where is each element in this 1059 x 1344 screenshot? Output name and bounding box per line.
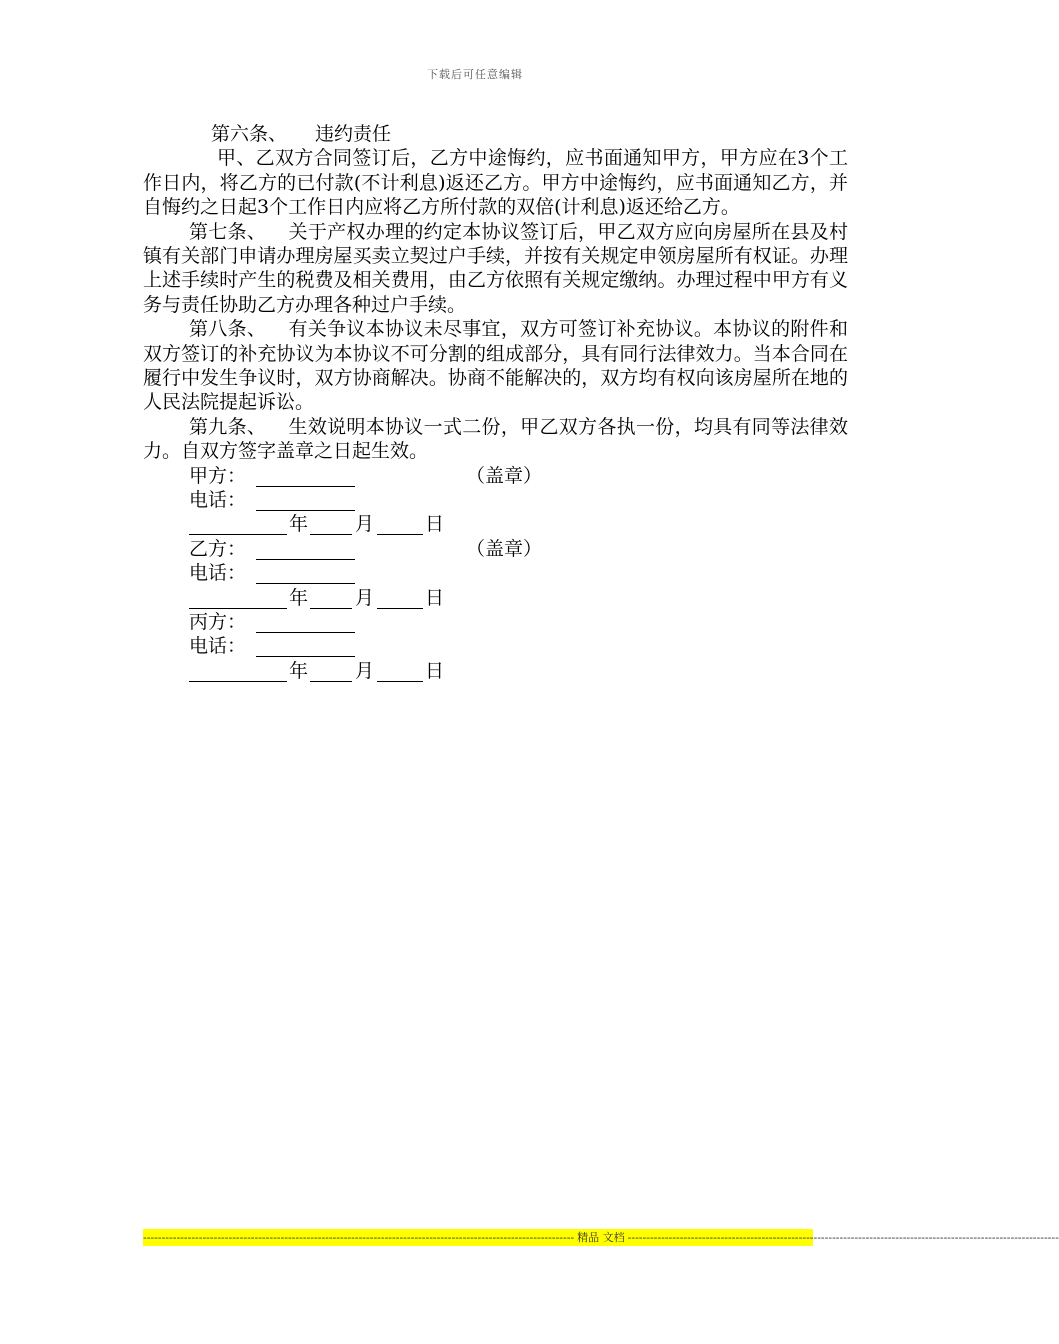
party-c-row	[143, 610, 848, 634]
article-6-title	[143, 122, 848, 146]
party-b-year-blank[interactable]	[189, 589, 287, 609]
party-a-row	[143, 464, 848, 488]
party-b-phone-label: 电话：	[189, 562, 247, 585]
article-6-heading: 违约责任	[315, 123, 392, 145]
article-7-title: 第七条、	[189, 220, 267, 243]
party-a-phone-row	[143, 488, 848, 512]
party-a-month-blank[interactable]	[310, 515, 352, 535]
party-a-date-row	[143, 512, 848, 536]
party-c-month-label: 月	[355, 659, 375, 682]
party-c-month-blank[interactable]	[310, 662, 352, 682]
party-c-label: 丙方：	[189, 611, 247, 634]
party-c-phone-row	[143, 634, 848, 658]
party-c-day-blank[interactable]	[377, 662, 423, 682]
party-b-blank[interactable]	[256, 540, 355, 560]
party-b-month-label: 月	[355, 586, 375, 609]
party-c-phone-label: 电话：	[189, 635, 247, 658]
article-7-body: 关于产权办理的约定本协议签订后，甲乙双方应向房屋所在县及村镇有关部门申请办理房屋买卖立契过户手续，并按有关规定申领房屋所有权证。办理上述手续时产生的税费及相关费用，由乙方依照有关规定缴纳。办理过程中甲方有义务与责任协助乙方办理各种过户手续。	[143, 220, 848, 316]
article-9-title: 第九条、	[189, 415, 267, 438]
header-note: 下载后可任意编辑	[427, 68, 523, 81]
party-b-phone-row	[143, 561, 848, 585]
article-8	[143, 317, 848, 415]
party-b-month-blank[interactable]	[310, 589, 352, 609]
party-a-month-label: 月	[355, 513, 375, 536]
party-c-blank[interactable]	[256, 613, 355, 633]
article-9-body: 生效说明本协议一式二份，甲乙双方各执一份，均具有同等法律效力。自双方签字盖章之日起生效。	[143, 415, 848, 463]
party-b-day-blank[interactable]	[377, 589, 423, 609]
party-c-day-label: 日	[425, 659, 445, 682]
footer-dashes-right: --------------------------------------------------------------------------------------------------------------------	[627, 1231, 1059, 1244]
party-b-day-label: 日	[425, 586, 445, 609]
party-a-phone-label: 电话：	[189, 489, 247, 512]
article-8-body: 有关争议本协议未尽事宜，双方可签订补充协议。本协议的附件和双方签订的补充协议为本协议不可分割的组成部分，具有同行法律效力。当本合同在履行中发生争议时，双方协商解决。协商不能解决的，双方均有权向该房屋所在地的人民法院提起诉讼。	[143, 318, 848, 414]
article-8-title: 第八条、	[189, 318, 267, 341]
party-a-day-label: 日	[425, 513, 445, 536]
article-9	[143, 415, 848, 464]
party-c-year-blank[interactable]	[189, 662, 287, 682]
footer-dashes-left: --------------------------------------------------------------------------------------------------------------------	[143, 1231, 575, 1244]
party-a-phone-blank[interactable]	[256, 491, 355, 511]
party-a-year-blank[interactable]	[189, 515, 287, 535]
party-b-year-label: 年	[289, 586, 309, 609]
party-a-day-blank[interactable]	[377, 515, 423, 535]
document-body	[143, 122, 848, 683]
party-a-seal: （盖章）	[466, 464, 543, 487]
party-b-label: 乙方：	[189, 537, 247, 560]
party-c-date-row	[143, 659, 848, 683]
party-c-year-label: 年	[289, 659, 309, 682]
party-b-date-row	[143, 586, 848, 610]
party-b-row	[143, 537, 848, 561]
party-a-year-label: 年	[289, 513, 309, 536]
party-b-phone-blank[interactable]	[256, 564, 355, 584]
party-c-phone-blank[interactable]	[256, 637, 355, 657]
party-b-seal: （盖章）	[466, 537, 543, 560]
footer-banner	[143, 1229, 1059, 1246]
party-a-label: 甲方：	[189, 464, 247, 487]
article-6-number: 第六条、	[211, 123, 288, 145]
footer-text: 精品 文档	[577, 1231, 625, 1244]
article-6-body: 甲、乙双方合同签订后，乙方中途悔约，应书面通知甲方，甲方应在3个工作日内，将乙方的已付款(不计利息)返还乙方。甲方中途悔约，应书面通知乙方，并自悔约之日起3个工作日内应将乙方所付款的双倍(计利息)返还给乙方。	[143, 147, 848, 219]
party-a-blank[interactable]	[256, 467, 355, 487]
article-7	[143, 220, 848, 318]
